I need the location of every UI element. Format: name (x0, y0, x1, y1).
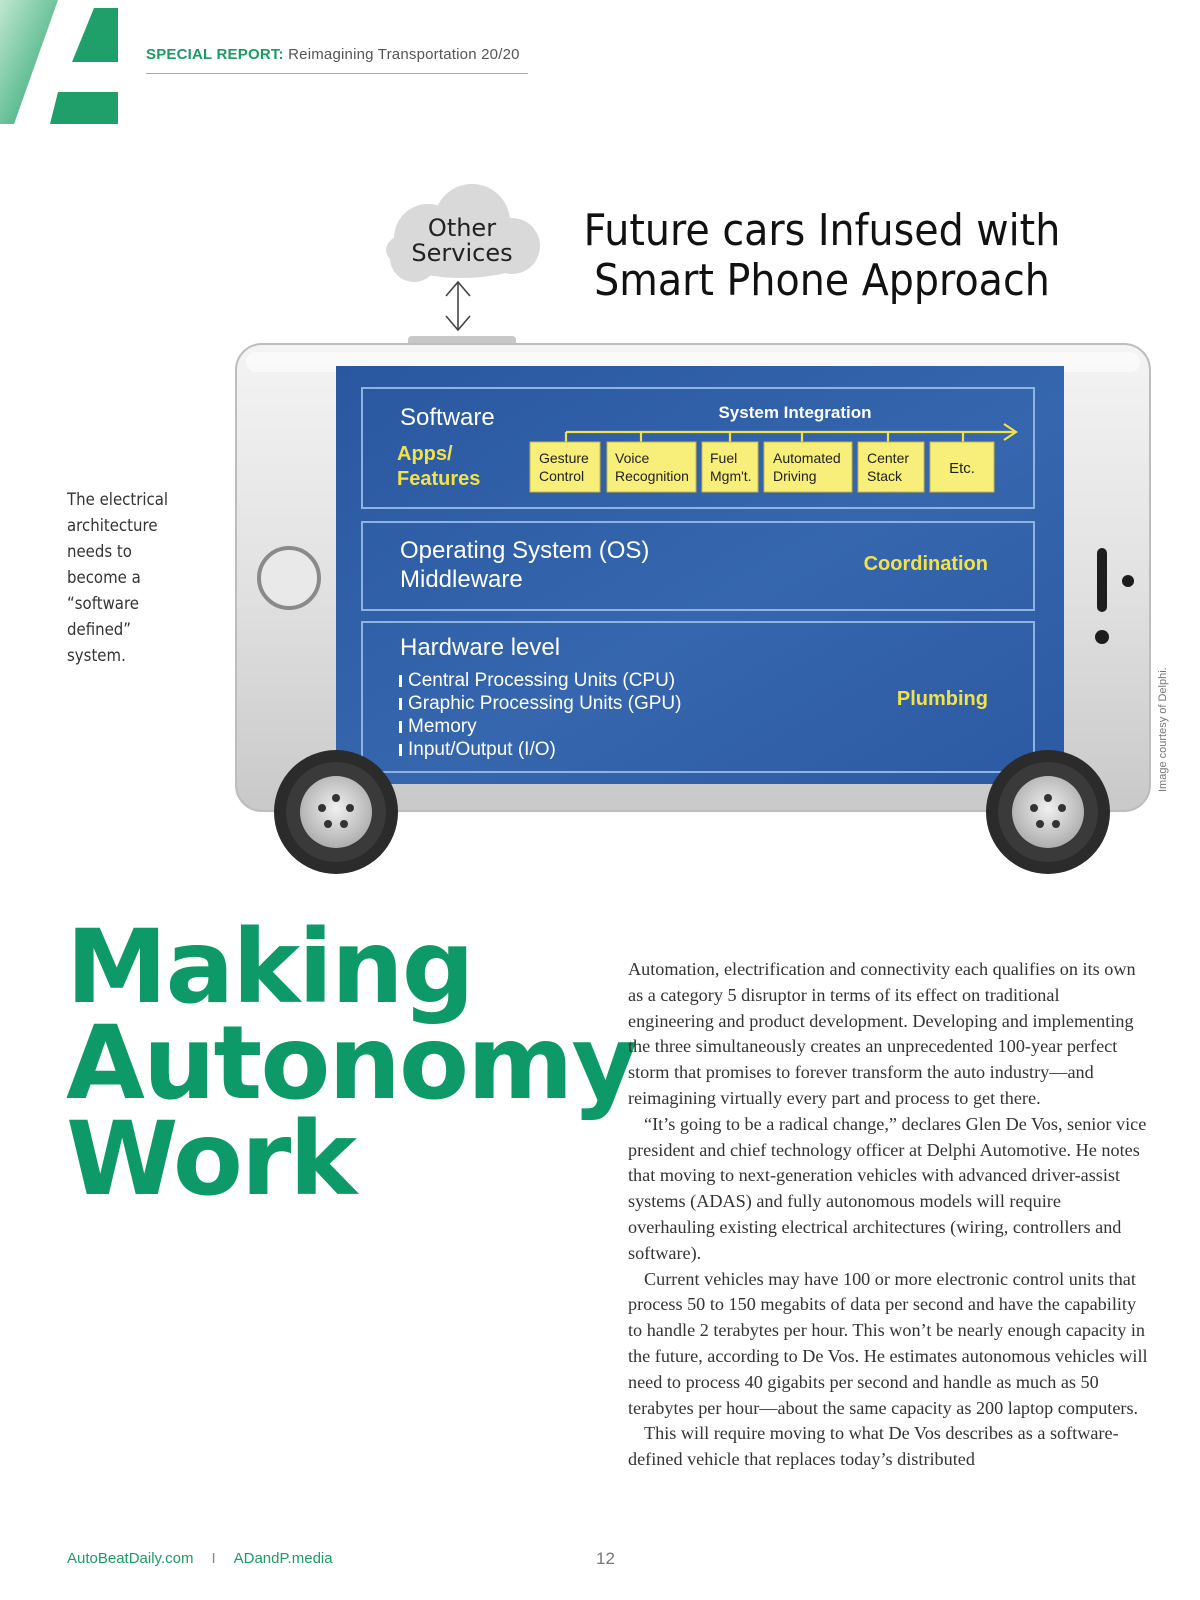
bullet-icon (399, 675, 402, 687)
side-caption: The electrical architecture needs to become a “software defined” system. (67, 490, 169, 666)
hardware-item: Central Processing Units (CPU) (408, 670, 676, 691)
system-integration-label: System Integration (718, 403, 872, 422)
left-wheel-icon (274, 750, 398, 874)
footer-separator: I (211, 1550, 216, 1567)
double-arrow-icon (446, 282, 470, 330)
section-kicker: SPECIAL REPORT: (146, 46, 284, 63)
footer-link-adandp[interactable]: ADandP.media (233, 1550, 333, 1567)
body-paragraph: Current vehicles may have 100 or more electronic control units that process 50 to 150 megabits of data per second and have the capability to handle 2 terabytes per hour. This won’t be nearly enough capacity in the future, according to De Vos. He estimates autonomous vehicles will need to process 40 gigabits per second and handle as much as 50 terabytes per hour—about the same capacity as 200 laptop computers. (628, 1268, 1148, 1418)
phone-camera-dot (1095, 630, 1109, 644)
cloud-label-line1: Other (427, 214, 497, 242)
headline-line3: Work (66, 1100, 356, 1219)
feature-line2: Mgm't. (710, 468, 752, 484)
phone-sensor-dot (1122, 575, 1134, 587)
cloud-label-line2: Services (411, 239, 513, 267)
feature-box (530, 442, 600, 492)
page-number: 12 (596, 1549, 615, 1568)
feature-line1: Etc. (949, 460, 975, 477)
feature-line1: Fuel (710, 450, 738, 466)
phone-speaker (1097, 548, 1107, 612)
hardware-item: Memory (408, 716, 477, 737)
feature-line1: Voice (615, 450, 650, 466)
section-title: Reimagining Transportation 20/20 (288, 46, 520, 63)
feature-line1: Center (867, 450, 910, 466)
bullet-icon (399, 721, 402, 733)
image-credit: Image courtesy of Delphi. (1157, 667, 1169, 792)
home-button (259, 548, 319, 608)
feature-line1: Automated (773, 450, 841, 466)
body-paragraph: This will require moving to what De Vos describes as a software-defined vehicle that replaces today’s distributed (628, 1423, 1119, 1470)
footer-link-autobeat[interactable]: AutoBeatDaily.com (67, 1550, 194, 1567)
os-line2: Middleware (400, 566, 523, 593)
apps-label-line2: Features (397, 468, 481, 490)
feature-line1: Gesture (539, 450, 589, 466)
feature-line2: Control (539, 468, 585, 484)
feature-line2: Recognition (615, 468, 689, 484)
os-line1: Operating System (OS) (400, 537, 650, 564)
right-wheel-icon (986, 750, 1110, 874)
bullet-icon (399, 698, 402, 710)
infographic-title-line2: Smart Phone Approach (594, 254, 1050, 306)
footer-links (67, 1550, 333, 1567)
article-headline (66, 908, 636, 1219)
hardware-role-label: Plumbing (896, 688, 988, 710)
feature-box (930, 442, 994, 492)
body-paragraph: Automation, electrification and connectivity each qualifies on its own as a category 5 disruptor in terms of its effect on traditional engineering and product development. Developing and implementing the three simultaneously creates an unprecedented 100-year perfect storm that promises to forever transform the auto industry—and reimagining virtually every part and process to get there. (628, 959, 1136, 1108)
apps-label-line1: Apps/ (397, 443, 453, 465)
feature-box (702, 442, 758, 492)
feature-box (607, 442, 696, 492)
headline-line1: Making (66, 908, 473, 1027)
infographic-title-line1: Future cars Infused with (583, 204, 1061, 256)
hardware-heading: Hardware level (400, 634, 561, 661)
headline-line2: Autonomy (66, 1004, 636, 1123)
article-body (628, 957, 1148, 1473)
hardware-item: Graphic Processing Units (GPU) (408, 693, 682, 714)
feature-box (764, 442, 852, 492)
software-heading: Software (400, 404, 495, 431)
feature-line2: Stack (867, 468, 903, 484)
hardware-item: Input/Output (I/O) (408, 739, 556, 760)
body-paragraph: “It’s going to be a radical change,” declares Glen De Vos, senior vice president and chief technology officer at Delphi Automotive. He notes that moving to next-generation vehicles with advanced driver-assist systems (ADAS) and fully autonomous models will require overhauling existing electrical architectures (wiring, controllers and software). (628, 1113, 1147, 1263)
feature-box (858, 442, 924, 492)
bullet-icon (399, 744, 402, 756)
feature-line2: Driving (773, 468, 817, 484)
os-role-label: Coordination (863, 553, 988, 575)
